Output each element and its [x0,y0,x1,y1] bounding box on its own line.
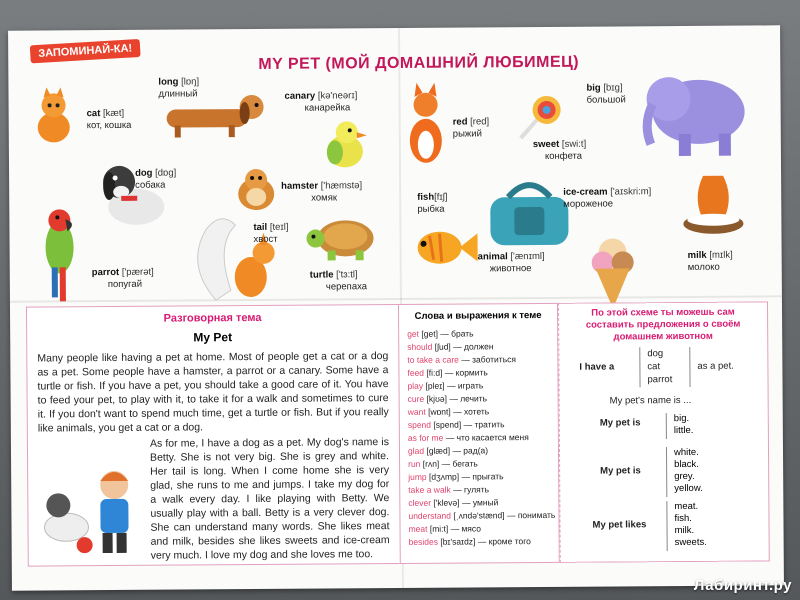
scheme-row-2-lead: My pet is [600,465,641,477]
phrase-translation: — гулять [450,484,490,495]
phrase-english: clever [408,497,432,508]
phrase-english: get [407,328,420,339]
phrase-translation: [kjʊə] — лечить [424,393,488,404]
scheme-brace-1 [639,347,640,387]
vocab-milk: milk [mɪlk] молоко [687,249,733,273]
phrases-section [398,303,560,564]
phrase-translation: [dʒʌmp] — прыгать [426,471,504,482]
phrase-english: cure [407,393,425,404]
phrase-item [408,470,550,484]
phrase-english: meat [408,523,428,534]
phrase-translation: [ˌʌndə'stænd] — понимать [450,509,556,521]
phrase-translation: [fi:d] — кормить [423,367,488,378]
topic-heading: Разговорная тема [163,311,262,325]
phrase-translation: [wɒnt] — хотеть [425,406,490,417]
scheme-opt: yellow. [674,482,703,495]
phrase-item [408,392,550,406]
phrase-list [407,327,556,549]
vocab-icecream: ice-cream ['aɪskri:m] мороженое [563,186,652,210]
phrase-english: spend [407,419,432,430]
pet-carrier-illustration [484,175,575,251]
phrase-english: to take a care [407,354,459,365]
scheme-opt: big. [673,412,690,425]
scheme-pet-parrot: parrot [647,374,673,386]
vocab-big: big [bɪg] большой [586,82,626,106]
phrase-translation: [glæd] — рад(а) [424,445,489,456]
scheme-brace-3 [666,413,667,439]
turtle-illustration [305,208,385,264]
phrase-english: want [407,406,426,417]
boy-with-dog-illustration [36,457,147,558]
phrase-item [408,431,550,445]
scheme-row-1-opts [674,413,694,437]
phrase-english: as for me [407,432,444,443]
phrase-english: besides [408,536,438,547]
topic-subtitle: My Pet [193,330,233,345]
scheme-row-2-opts [674,447,703,495]
scheme-opt: fish. [674,512,692,525]
phrase-translation: [bɪ'saɪdz] — кроме того [437,536,531,547]
scheme-opt: grey. [674,470,695,483]
vocab-turtle: turtle ['tɜ:tl] черепаха [309,269,368,293]
vocab-parrot: parrot ['pærət] попугай [91,266,154,291]
phrase-translation: [get] — брать [418,328,474,339]
scheme-pets [647,347,672,386]
phrase-item [407,340,549,354]
badge-zapominayka: ЗАПОМИНАЙ-КА! [30,39,141,63]
vocab-red: red [red] рыжий [452,116,490,140]
vocab-long: long [lɒŋ] длинный [158,76,200,100]
scheme-i-have: I have a [579,361,615,373]
phrase-translation: [spend] — тратить [430,419,505,430]
scheme-row-3-opts [674,501,707,549]
scheme-section [558,301,770,562]
scheme-brace-5 [666,501,667,551]
phrase-english: should [407,341,433,352]
canary-illustration [315,116,375,176]
phrase-english: glad [407,445,425,456]
phrase-english: take a walk [408,484,451,495]
vocab-hamster: hamster ['hæmstə] хомяк [281,180,363,204]
scheme-brace-4 [666,447,667,497]
phrase-item [407,366,549,380]
phrase-item [408,509,556,523]
vocab-sweet: sweet [swi:t] конфета [532,138,587,162]
phrase-translation: — что касается меня [443,432,529,443]
phrase-translation: — заботиться [458,354,516,365]
phrase-item [408,405,550,419]
watermark-logo: Лабиринт.ру [693,577,792,594]
phrase-english: jump [408,471,427,482]
phrase-translation: [rʌn] — бегать [420,458,478,469]
fish-illustration [409,217,479,277]
scheme-as-a-pet: as a pet. [697,360,734,372]
scheme-name-line: My pet's name is ... [609,394,692,407]
milk-jug-illustration [673,166,754,247]
fox-illustration [400,83,451,168]
topic-section [26,304,400,567]
phrase-translation: [ʃud] — должен [432,341,494,352]
phrase-english: play [407,380,424,391]
topic-paragraph-2: As for me, I have a dog as a pet. My dog's name is Betty. She is not very big. She is grey and white. Her tail is long. When I come home she is very glad, she runs to me and jumps. I take my dog for a walk every day. I like playing with Betty. We usually play with a ball. Betty is a very clever dog. She can understand many words. She likes meat and milk, besides she likes sweets and ice-cream very much. I love my dog and she loves me too. [149,436,390,562]
phrase-item [409,522,551,536]
phrase-translation: [pleɪ] — играть [423,380,484,391]
vocab-fish: fish[fɪʃ] рыбка [417,191,448,215]
scheme-row-3-lead: My pet likes [592,519,647,531]
scheme-opt: milk. [674,524,695,537]
phrase-english: understand [408,510,452,521]
ice-cream-illustration [587,234,638,309]
phrase-item [407,327,549,341]
phrase-item [408,379,550,393]
phrase-english: run [408,458,421,469]
topic-paragraph-1: Many people like having a pet at home. Most of people get a cat or a dog as a pet. Some people have a hamster, a parrot or a canary. Some have a turtle or fish. If you have a pet, you should take a good care of it. You have to feed your pet, to play with it, to take it for a walk and sometimes to cure it. If you don't want to spend much time, get a turtle or fish. But if you really like animals, you get a cat or a dog. [37,350,389,435]
scheme-opt: meat. [674,500,699,513]
scheme-brace-2 [689,347,690,387]
parrot-illustration [37,205,83,305]
vocab-cat: cat [kæt] кот, кошка [86,107,132,132]
scheme-opt: black. [674,458,699,471]
scheme-heading: По этой схеме ты можешь сам составить предложения о своём домашнем животном [585,306,741,343]
poster-sheet [8,25,784,590]
cat-illustration [28,85,78,145]
scheme-row-1-lead: My pet is [599,417,641,429]
phrase-item [408,418,550,432]
squirrel-tail-illustration [185,205,289,306]
phrase-item [407,353,549,367]
phrase-item [408,457,550,471]
scheme-pet-cat: cat [647,361,661,373]
phrase-translation: [mi:t] — мясо [427,523,482,534]
scheme-opt: white. [673,446,699,459]
vocab-animal: animal ['ænɪml] животное [477,250,545,275]
vocab-canary: canary [kə'neərɪ] канарейка [284,90,358,114]
poster-title: MY PET (МОЙ ДОМАШНИЙ ЛЮБИМЕЦ) [258,53,580,73]
phrase-item [409,535,551,549]
scheme-pet-dog: dog [647,348,664,360]
lollipop-illustration [516,92,566,142]
phrase-item [408,483,550,497]
phrase-english: feed [407,367,425,378]
phrases-heading: Слова и выражения к теме [414,309,542,322]
dog-illustration [91,152,172,233]
vocab-dog: dog [dɒg] собака [135,167,177,191]
elephant-illustration [638,64,749,160]
phrase-translation: ['klevə] — умный [431,497,499,508]
phrase-item [408,444,550,458]
scheme-opt: little. [673,424,694,437]
phrase-item [408,496,550,510]
scheme-opt: sweets. [674,536,707,549]
vocab-tail: tail [teɪl] хвост [253,221,289,245]
